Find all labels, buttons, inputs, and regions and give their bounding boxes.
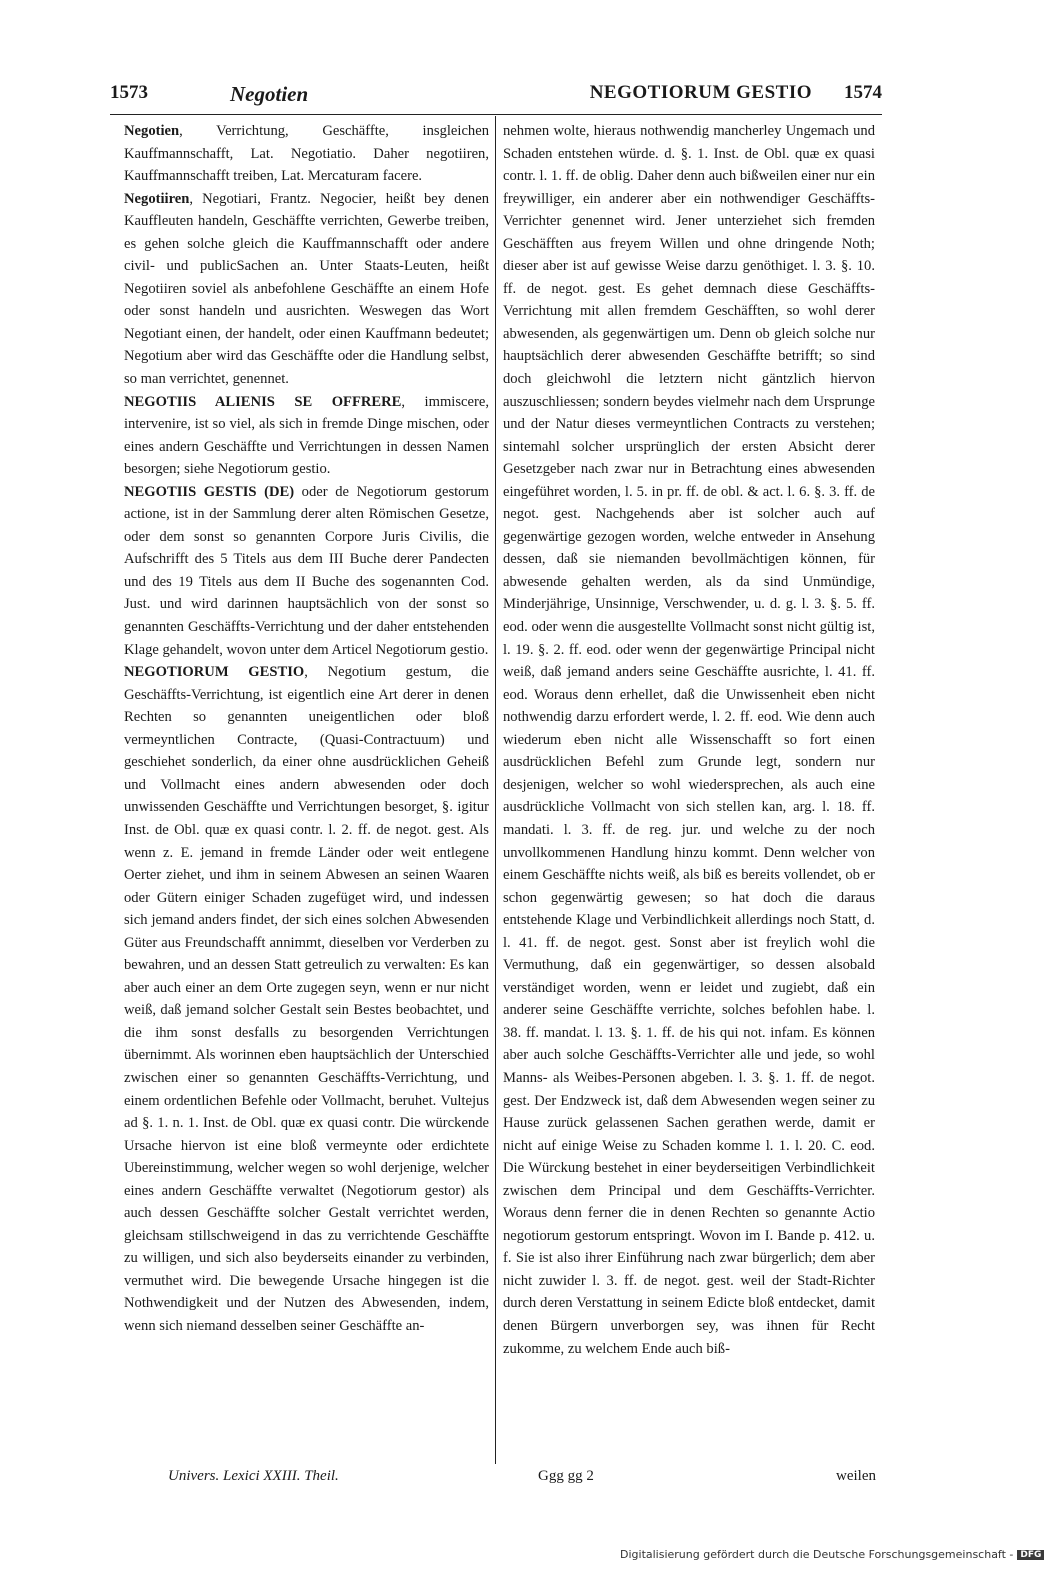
right-column xyxy=(503,120,875,1462)
entry-paragraph xyxy=(124,661,489,1337)
entry-paragraph xyxy=(124,481,489,661)
entry-text: , Negotium gestum, die Geschäffts-Verrichtung, ist eigentlich eine Art derer in denen Rechten so genannten uneigentlichen oder bloß vermeyntlichen Contracte, (Quasi-Contractuum) und geschiehet sonderlich, da einer ohne ausdrücklichen Geheiß und Vollmacht eines andern abwesenden oder doch unwissenden Geschäffte und Verrichtungen besorget, §. igitur Inst. de Obl. quæ ex quasi contr. l. 2. ff. de negot. gest. Als wenn z. E. jemand in fremde Länder oder weit entlegene Oerter ziehet, und ihm in seinem Abwesen an seinen Waaren oder Gütern einiger Schaden zugefüget wird, und indessen sich jemand anders findet, der sich eines solchen Abwesenden Güter aus Freundschafft annimmt, dieselben vor Verderben zu bewahren, und an dessen Statt getreulich zu verwalten: Es kan aber auch einer an dem Orte zugegen seyn, wenn er nur nicht weiß, daß jemand solcher Gestalt sein Bestes beobachtet, und die ihm sonst desfalls zu besorgenden Verrichtungen übernimmt. Als worinnen eben hauptsächlich der Unterschied zwischen einer so genannten Geschäffts-Verrichtung, und einem ordentlichen Befehle oder Vollmacht, beruhet. Vultejus ad §. 1. n. 1. Inst. de Obl. quæ ex quasi contr. Die würckende Ursache hiervon ist eine bloß vermeynte oder erdichtete Ubereinstimmung, welcher wegen so wohl derjenige, welcher eines andern Geschäffte verwaltet (Negotiorum gestor) als auch dessen Geschäffte solcher Gestalt verrichtet werden, gleichsam stillschweigend in das zu verrichtende Geschäffte zu willigen, und sich also beyderseits einander zu verbinden, vermuthet wird. Die bewegende Ursache hingegen ist die Nothwendigkeit und der Nutzen des Abwesenden, indem, wenn sich niemand desselben seiner Geschäffte an- xyxy=(124,664,489,1334)
running-head-right: NEGOTIORUM GESTIO xyxy=(589,82,812,103)
entry-paragraph xyxy=(503,120,875,1360)
entry-headword: Negotiiren xyxy=(124,190,190,207)
header-rule xyxy=(110,114,882,115)
volume-line: Univers. Lexici XXIII. Theil. xyxy=(168,1468,339,1484)
page-footer xyxy=(110,1468,882,1494)
entry-headword: NEGOTIIS ALIENIS SE OFFRERE xyxy=(124,393,402,410)
entry-text: , Verrichtung, Geschäffte, insgleichen Kauffmannschafft, Lat. Negotiatio. Daher negotiiren, Kauffmannschafft treiben, Lat. Mercaturam facere. xyxy=(124,123,489,185)
dfg-logo: DFG xyxy=(1017,1550,1044,1560)
entry-paragraph xyxy=(124,120,489,188)
entry-paragraph xyxy=(124,391,489,481)
digitization-credit xyxy=(620,1548,1042,1564)
page-number-left: 1573 xyxy=(110,82,148,103)
signature-mark: Ggg gg 2 xyxy=(538,1468,594,1484)
entry-text: , immiscere, intervenire, ist so viel, als sich in fremde Dinge mischen, oder eines andern Geschäffte und Verrichtungen in dessen Namen besorgen; siehe Negotiorum gestio. xyxy=(124,393,489,478)
page-header xyxy=(110,78,882,112)
entry-headword: NEGOTIORUM GESTIO xyxy=(124,664,305,681)
entry-headword: NEGOTIIS GESTIS (DE) xyxy=(124,483,295,500)
catchword: weilen xyxy=(836,1468,876,1484)
entry-text: , Negotiari, Frantz. Negocier, heißt bey denen Kauffleuten handeln, Geschäffte verrichten, Gewerbe treiben, es gehen solche gleich die Kauffmannschafft oder andere civil- und publicSachen an. Unter Staats-Leuten, heißt Negotiiren soviel als anbefohlene Geschäffte an einem Hofe oder sonst handeln und ausrichten. Weswegen das Wort Negotiant einen, der handelt, oder einen Kauffmann bedeutet; Negotium aber wird das Geschäffte oder die Handlung selbst, so man verrichtet, genennet. xyxy=(124,190,489,388)
entry-paragraph xyxy=(124,188,489,391)
left-column xyxy=(124,120,489,1462)
entry-text: oder de Negotiorum gestorum actione, ist in der Sammlung derer alten Römischen Gesetze, oder dem sonst so genannten Corpore Juris Civilis, die Aufschrifft des 5 Titels aus dem III Buche derer Pandecten und des 19 Titels aus dem II Buche des sogenannten Cod. Just. und wird darinnen hauptsächlich von der sonst so genannten Geschäffts-Verrichtung und der daher entstehenden Klage gehandelt, wovon unter dem Articel Negotiorum gestio. xyxy=(124,483,489,658)
credit-text: Digitalisierung gefördert durch die Deutsche Forschungsgemeinschaft - xyxy=(620,1548,1014,1561)
page-number-right: 1574 xyxy=(844,82,882,103)
column-divider xyxy=(495,116,496,1464)
running-head-left: Negotien xyxy=(230,82,309,106)
entry-text: nehmen wolte, hieraus nothwendig mancherley Ungemach und Schaden entstehen würde. d. §. 1. Inst. de Obl. quæ ex quasi contr. l. 1. ff. de oblig. Daher denn auch bißweilen einer nur ein freywilliger, ein anderer aber ein nothwendiger Geschäffts-Verrichter genennet wird. Jener unterziehet sich fremden Geschäfften aus freyem Willen und ohne dringende Noth; dieser aber ist auf gewisse Weise darzu genöthiget. l. 3. §. 10. ff. de negot. gest. Es gehet demnach diese Geschäffts-Verrichtung mit allen fremdem Geschäfften, so wohl derer abwesenden, als gegenwärtigen um. Denn ob gleich solche nur hauptsächlich derer abwesenden Geschäffte betrifft; so sind doch gleichwohl die letztern nicht gäntzlich hiervon auszuschliessen; sondern beydes vielmehr nach dem Ursprunge und der Natur dieses vermeyntlichen Contracts zu verstehen; sintemahl solcher ursprünglich der ersten Absicht derer Gesetzgeber nach zwar nur in Betrachtung eines abwesenden eingeführet worden, l. 5. in pr. ff. de obl. & act. l. 6. §. 3. ff. de negot. gest. Nachgehends aber ist solcher auch auf gegenwärtige gezogen worden, welche entweder in Ansehung dessen, daß sie niemanden bevollmächtigen können, für abwesende gehalten werden, als da sind Unmündige, Minderjährige, Unsinnige, Verschwender, u. d. g. l. 3. §. 5. ff. eod. oder wenn die ausgestellte Vollmacht sonst nicht gültig ist, l. 19. §. 2. ff. eod. oder wenn der gegenwärtige Principal nicht weiß, daß jemand anders seine Geschäffte ausrichte, l. 41. ff. eod. Woraus denn erhellet, daß die Unwissenheit eben nicht nothwendig darzu erfordert werde, l. 2. ff. eod. Wie denn auch wiederum eben nicht alle Wissenschafft so fort einen ausdrücklichen Befehl zum Grunde legt, sondern nur desjenigen, welcher so wohl wiedersprechen, als auch eine ausdrückliche Vollmacht von sich stellen kan, arg. l. 18. ff. mandati. l. 3. ff. de reg. jur. und welche zu der noch unvollkommenen Handlung hinzu kommt. Denn welcher von einem Geschäffte nichts weiß, als biß es bereits vollendet, ob er schon gegenwärtig gewesen; so hat doch die daraus entstehende Klage und Verbindlichkeit allerdings noch Statt, d. l. 41. ff. de negot. gest. Sonst aber ist freylich wohl die Vermuthung, daß ein gegenwärtiger, so dessen alsobald verständiget worden, wenn er leidet und zugiebt, daß ein anderer seine Geschäffte verrichte, solches befohlen habe. l. 38. ff. mandat. l. 13. §. 1. ff. de his qui not. infam. Es können aber auch solche Geschäffts-Verrichter alle und jede, so wohl Manns- als Weibes-Personen abgeben. l. 3. §. 1. ff. de negot. gest. Der Endzweck ist, daß dem Abwesenden wegen seiner zu Hause zurück gelassenen Sachen gerathen werde, damit er nicht auf einige Weise zu Schaden komme l. 1. l. 20. C. eod. Die Würckung bestehet in einer beyderseitigen Verbindlichkeit zwischen dem Principal und dem Geschäffts-Verrichter. Woraus denn ferner die in denen Rechten so genannte Actio negotiorum gestorum entspringt. Wovon im I. Bande p. 412. u. f. Sie ist also ihrer Einführung nach zwar bürgerlich; dem aber nicht zuwider l. 3. ff. de negot. gest. weil der Stadt-Richter durch deren Verstattung in seinem Edicte bloß entdecket, damit denen Bürgern unverborgen sey, was ihnen für Recht zukomme, zu welchem Ende auch biß- xyxy=(503,123,875,1357)
entry-headword: Negotien xyxy=(124,123,180,139)
